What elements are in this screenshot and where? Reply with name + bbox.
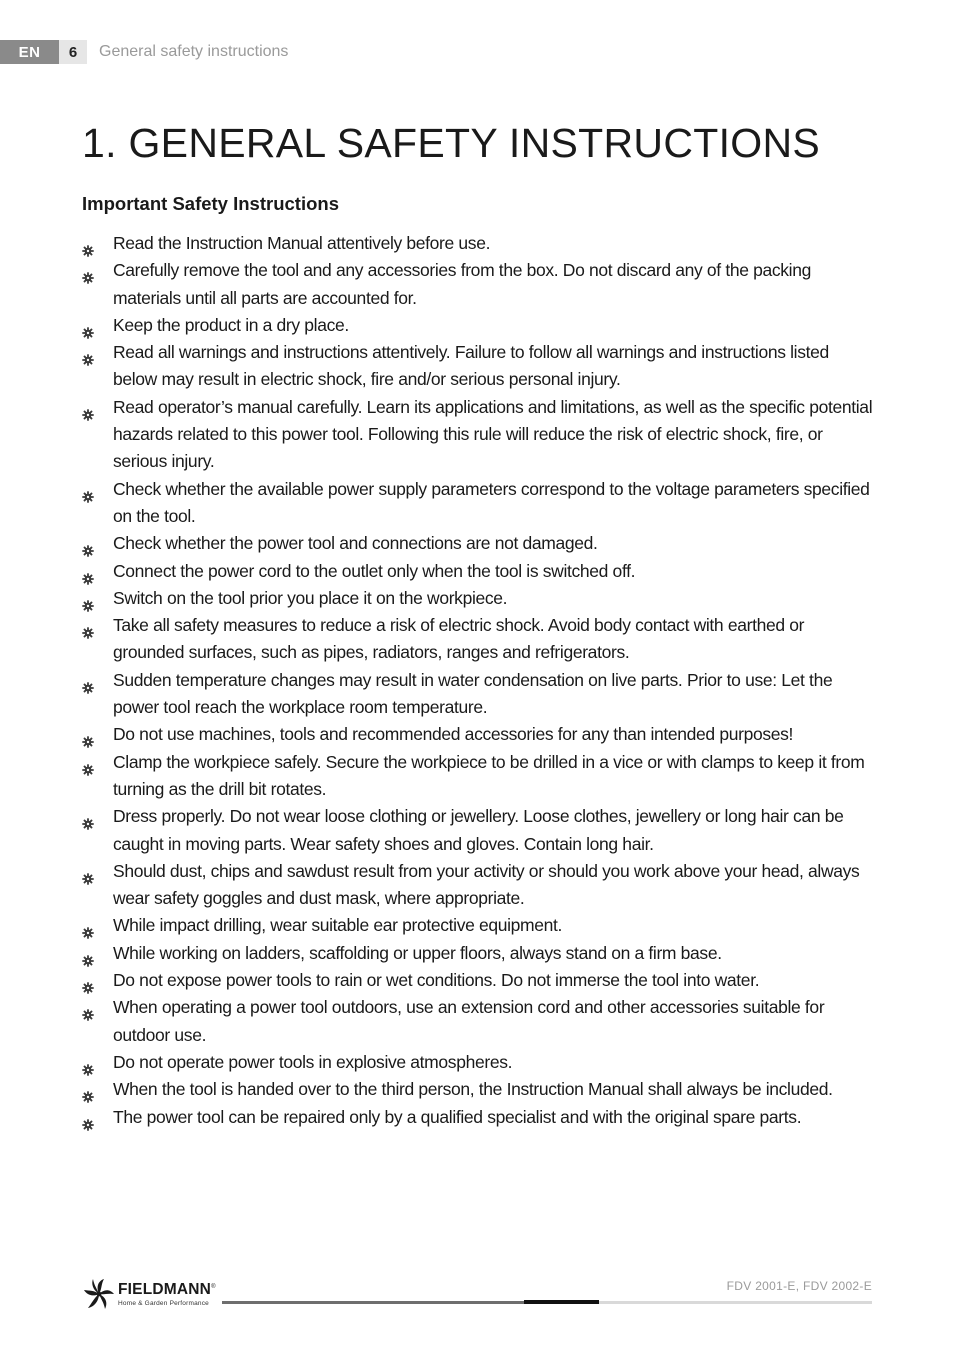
brand-logo <box>82 1277 227 1313</box>
gear-bullet-icon <box>82 402 94 414</box>
gear-bullet-icon <box>82 620 94 632</box>
list-item-text: Should dust, chips and sawdust result from your activity or should you work above your head, always wear safety goggles and dust mask, where appropriate. <box>113 860 860 909</box>
gear-bullet-icon <box>82 1112 94 1124</box>
list-item <box>82 749 877 804</box>
list-item-text: Read the Instruction Manual attentively before use. <box>113 233 491 253</box>
list-item-text: Sudden temperature changes may result in water condensation on live parts. Prior to use: Let the power tool reach the workplace room temperature. <box>113 669 833 718</box>
page-title: 1. GENERAL SAFETY INSTRUCTIONS <box>82 120 821 166</box>
list-item-text: Clamp the workpiece safely. Secure the workpiece to be drilled in a vice or with clamps to keep it from turning as the drill bit rotates. <box>113 751 865 799</box>
list-item <box>82 967 877 994</box>
list-item <box>82 257 877 312</box>
list-item <box>82 612 877 667</box>
gear-bullet-icon <box>82 675 94 687</box>
footer-rule-light <box>599 1301 872 1304</box>
page-number: 6 <box>59 40 87 64</box>
list-item <box>82 1049 877 1076</box>
gear-bullet-icon <box>82 1002 94 1014</box>
model-number: FDV 2001-E, FDV 2002-E <box>726 1279 872 1293</box>
list-item-text: Switch on the tool prior you place it on the workpiece. <box>113 587 508 608</box>
gear-bullet-icon <box>82 1084 94 1096</box>
section-subtitle: Important Safety Instructions <box>82 193 339 214</box>
gear-bullet-icon <box>82 538 94 550</box>
list-item <box>82 558 877 585</box>
list-item-text: Do not expose power tools to rain or wet conditions. Do not immerse the tool into water. <box>113 970 760 991</box>
list-item <box>82 1104 877 1131</box>
list-item <box>82 230 877 257</box>
footer-rule <box>222 1301 524 1304</box>
gear-bullet-icon <box>82 484 94 496</box>
list-item <box>82 858 877 913</box>
list-item-text: Check whether the available power supply parameters correspond to the voltage parameters specified on the tool. <box>113 478 870 526</box>
footer-rule-accent <box>524 1300 599 1304</box>
list-item-text: Take all safety measures to reduce a risk of electric shock. Avoid body contact with earthed or grounded surfaces, such as pipes, radiators, ranges and refrigerators. <box>113 615 805 663</box>
gear-bullet-icon <box>82 866 94 878</box>
page-header <box>0 40 288 64</box>
gear-bullet-icon <box>82 920 94 932</box>
list-item-text: When operating a power tool outdoors, use an extension cord and other accessories suitable for outdoor use. <box>113 997 825 1045</box>
brand-name: FIELDMANN® <box>118 1281 216 1298</box>
fan-logo-icon <box>82 1277 116 1311</box>
list-item-text: Dress properly. Do not wear loose clothing or jewellery. Loose clothes, jewellery or long hair can be caught in moving parts. Wear safety shoes and gloves. Contain long hair. <box>113 806 844 854</box>
list-item <box>82 994 877 1049</box>
list-item <box>82 803 877 858</box>
gear-bullet-icon <box>82 729 94 741</box>
gear-bullet-icon <box>82 811 94 823</box>
list-item <box>82 1076 877 1103</box>
list-item-text: While working on ladders, scaffolding or upper floors, always stand on a firm base. <box>113 942 722 963</box>
list-item <box>82 667 877 722</box>
list-item <box>82 394 877 476</box>
list-item-text: Keep the product in a dry place. <box>113 314 349 335</box>
list-item-text: Read all warnings and instructions attentively. Failure to follow all warnings and instructions listed below may result in electric shock, fire and/or serious personal injury. <box>113 342 829 390</box>
list-item <box>82 339 877 394</box>
list-item <box>82 530 877 557</box>
list-item <box>82 476 877 531</box>
list-item-text: Connect the power cord to the outlet only when the tool is switched off. <box>113 560 636 581</box>
list-item <box>82 721 877 748</box>
gear-bullet-icon <box>82 593 94 605</box>
list-item <box>82 940 877 967</box>
list-item-text: Do not operate power tools in explosive atmospheres. <box>113 1051 513 1072</box>
brand-tagline: Home & Garden Performance <box>118 1300 209 1307</box>
safety-instructions-list <box>82 230 877 1131</box>
gear-bullet-icon <box>82 948 94 960</box>
list-item-text: When the tool is handed over to the third person, the Instruction Manual shall always be included. <box>113 1079 833 1100</box>
list-item-text: Read operator’s manual carefully. Learn its applications and limitations, as well as the specific potential hazards related to this power tool. Following this rule will reduce the risk of electric shock, fire, or serious injury. <box>113 396 873 472</box>
gear-bullet-icon <box>82 757 94 769</box>
list-item-text: Do not use machines, tools and recommended accessories for any than intended purposes! <box>113 724 794 745</box>
gear-bullet-icon <box>82 975 94 987</box>
list-item <box>82 312 877 339</box>
gear-bullet-icon <box>82 347 94 359</box>
list-item-text: Carefully remove the tool and any accessories from the box. Do not discard any of the packing materials until all parts are accounted for. <box>113 260 811 308</box>
gear-bullet-icon <box>82 566 94 578</box>
list-item-text: While impact drilling, wear suitable ear protective equipment. <box>113 915 563 936</box>
list-item <box>82 912 877 939</box>
list-item-text: The power tool can be repaired only by a qualified specialist and with the original spare parts. <box>113 1106 802 1127</box>
gear-bullet-icon <box>82 320 94 332</box>
section-name: General safety instructions <box>99 43 289 60</box>
list-item <box>82 585 877 612</box>
gear-bullet-icon <box>82 265 94 277</box>
language-tab: EN <box>0 40 59 64</box>
gear-bullet-icon <box>82 238 94 250</box>
list-item-text: Check whether the power tool and connections are not damaged. <box>113 533 598 554</box>
gear-bullet-icon <box>82 1057 94 1069</box>
